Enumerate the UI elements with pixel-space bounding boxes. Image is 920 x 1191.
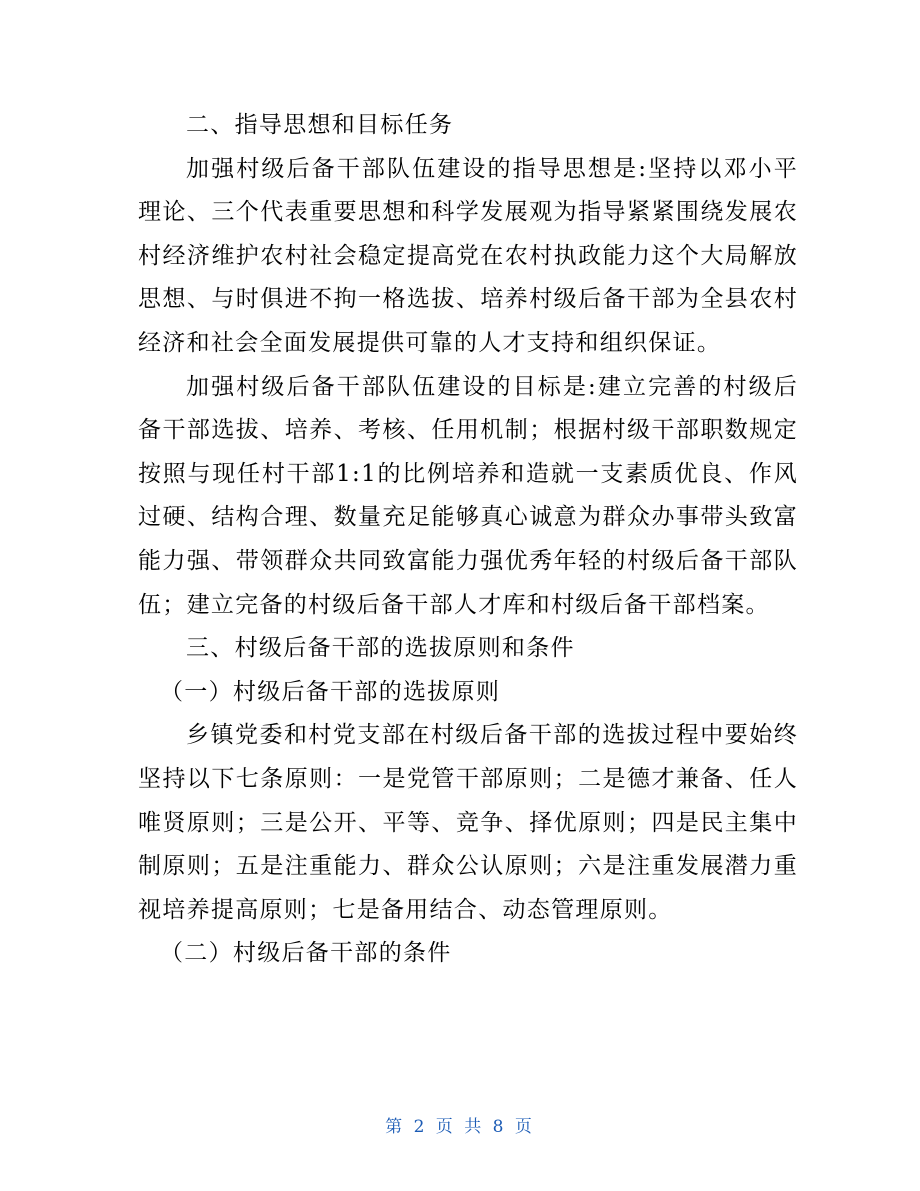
subsection2-heading: （二）村级后备干部的条件 <box>160 940 452 967</box>
subsection1-heading: （一）村级后备干部的选拔原则 <box>160 678 501 705</box>
goal-paragraph: 加强村级后备干部队伍建设的目标是:建立完善的村级后备干部选拔、培养、考核、任用机制；根据村级干部职数规定按照与现任村干部1:1的比例培养和造就一支素质优良、作风过硬、结构合理、数量充足能够真心诚意为群众办事带头致富能力强、带领群众共同致富能力强优秀年轻的村级后备干部队伍；建立完备的村级后备干部人才库和村级后备干部档案。 <box>138 373 798 618</box>
section3-heading: 三、村级后备干部的选拔原则和条件 <box>186 635 575 662</box>
guiding-ideology-paragraph: 加强村级后备干部队伍建设的指导思想是:坚持以邓小平理论、三个代表重要思想和科学发展观为指导紧紧围绕发展农村经济维护农村社会稳定提高党在农村执政能力这个大局解放思想、与时俱进不拘一格选拔、培养村级后备干部为全县农村经济和社会全面发展提供可靠的人才支持和组织保证。 <box>138 155 798 356</box>
principles-paragraph: 乡镇党委和村党支部在村级后备干部的选拔过程中要始终坚持以下七条原则：一是党管干部原则；二是德才兼备、任人唯贤原则；三是公开、平等、竞争、择优原则；四是民主集中制原则；五是注重能力、群众公认原则；六是注重发展潜力重视培养提高原则；七是备用结合、动态管理原则。 <box>138 722 798 923</box>
section2-heading: 二、指导思想和目标任务 <box>186 112 454 138</box>
page-number-footer: 第 2 页 共 8 页 <box>385 1117 535 1137</box>
document-body <box>138 104 798 976</box>
